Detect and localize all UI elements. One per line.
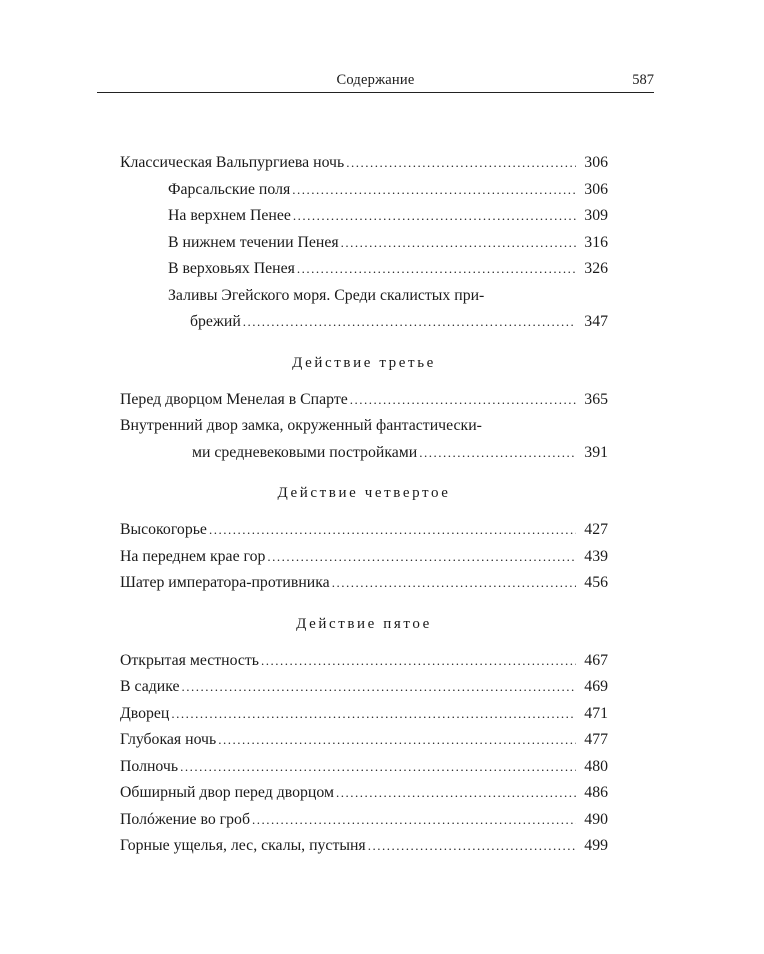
section-heading-act-4: Действие четвертое	[277, 485, 451, 501]
toc-leader-dots	[332, 575, 576, 591]
toc-entry-title: В нижнем течении Пенея	[168, 233, 339, 251]
toc-entry-title: В верховьях Пенея	[168, 260, 295, 277]
toc-entry[interactable]	[120, 784, 608, 811]
toc-entry-page: 499	[584, 837, 608, 854]
section-heading-act-5: Действие пятое	[296, 615, 432, 632]
toc-entry-title: Фарсальские поля	[168, 180, 291, 198]
toc-subentry[interactable]	[120, 234, 608, 261]
toc-entry-title: брежий	[190, 313, 241, 330]
toc-leader-dots	[297, 261, 576, 277]
table-of-contents	[120, 154, 608, 864]
toc-entry[interactable]	[120, 678, 608, 705]
toc-subentry[interactable]	[120, 260, 608, 287]
toc-entry-title: ми средневековыми постройками	[192, 443, 418, 461]
toc-leader-dots	[252, 812, 576, 828]
toc-entry-page: 391	[584, 443, 608, 461]
toc-entry[interactable]	[120, 574, 608, 601]
toc-entry[interactable]	[120, 548, 608, 575]
toc-subentry-first-line[interactable]: Заливы Эгейского моря. Среди скалистых при-	[168, 286, 485, 304]
toc-entry-continuation[interactable]	[120, 444, 608, 471]
toc-leader-dots	[341, 235, 576, 251]
toc-leader-dots	[261, 653, 576, 669]
toc-leader-dots	[218, 732, 576, 748]
toc-entry[interactable]	[120, 652, 608, 679]
toc-entry-page: 490	[584, 810, 608, 828]
toc-leader-dots	[350, 392, 576, 408]
toc-entry-page: 326	[584, 260, 608, 277]
toc-entry-title: Дворец	[120, 704, 170, 722]
toc-subentry-continuation[interactable]	[120, 313, 608, 340]
toc-entry-page: 469	[584, 678, 608, 695]
toc-entry-first-line[interactable]: Внутренний двор замка, окруженный фантастически-	[120, 417, 482, 434]
toc-entry-page: 306	[584, 154, 608, 171]
toc-entry-title: В садике	[120, 678, 180, 695]
toc-entry-page: 486	[584, 784, 608, 801]
toc-entry-page: 427	[584, 521, 608, 538]
toc-leader-dots	[293, 208, 576, 224]
toc-entry-title: Обширный двор перед дворцом	[120, 784, 334, 801]
toc-entry[interactable]	[120, 521, 608, 548]
toc-entry-title: Полóжение во гроб	[120, 810, 250, 828]
toc-leader-dots	[209, 522, 576, 538]
toc-entry-title: Шатер императора-противника	[120, 574, 330, 591]
toc-subentry[interactable]	[120, 207, 608, 234]
toc-leader-dots	[267, 549, 576, 565]
toc-leader-dots	[336, 785, 576, 801]
toc-entry-title: Перед дворцом Менелая в Спарте	[120, 390, 348, 408]
toc-entry-page: 306	[584, 180, 608, 198]
toc-entry-page: 347	[584, 313, 608, 330]
toc-leader-dots	[243, 314, 576, 330]
toc-entry-page: 477	[584, 731, 608, 748]
toc-entry[interactable]	[120, 837, 608, 864]
toc-entry-title: Классическая Вальпургиева ночь	[120, 154, 345, 171]
toc-entry-title: Глубокая ночь	[120, 731, 217, 748]
toc-leader-dots	[171, 706, 576, 722]
toc-entry[interactable]	[120, 705, 608, 732]
toc-entry-page: 309	[584, 207, 608, 224]
toc-leader-dots	[182, 679, 577, 695]
toc-entry[interactable]	[120, 391, 608, 418]
toc-subentry[interactable]	[120, 181, 608, 208]
toc-leader-dots	[368, 838, 576, 854]
toc-leader-dots	[180, 759, 576, 775]
toc-leader-dots	[346, 155, 576, 171]
page-number: 587	[632, 72, 654, 88]
toc-entry-title: Высокогорье	[120, 521, 207, 538]
toc-entry-page: 365	[584, 390, 608, 408]
toc-leader-dots	[419, 445, 576, 461]
toc-entry[interactable]	[120, 731, 608, 758]
running-header	[97, 70, 654, 93]
toc-entry[interactable]	[120, 811, 608, 838]
toc-entry-page: 480	[584, 757, 608, 775]
toc-entry-title: Полночь	[120, 757, 179, 775]
toc-entry-title: На верхнем Пенее	[168, 207, 291, 224]
toc-entry-page: 456	[584, 574, 608, 591]
toc-entry[interactable]	[120, 758, 608, 785]
toc-entry-page: 316	[584, 233, 608, 251]
toc-entry[interactable]	[120, 154, 608, 181]
running-title: Содержание	[336, 72, 415, 88]
toc-entry-page: 439	[584, 547, 608, 565]
toc-entry-page: 467	[584, 651, 608, 669]
toc-entry-title: Горные ущелья, лес, скалы, пустыня	[120, 837, 366, 854]
toc-entry-title: На переднем крае гор	[120, 547, 266, 565]
toc-entry-title: Открытая местность	[120, 651, 260, 669]
toc-entry-page: 471	[584, 704, 608, 722]
toc-leader-dots	[292, 182, 576, 198]
section-heading-act-3: Действие третье	[292, 354, 436, 371]
